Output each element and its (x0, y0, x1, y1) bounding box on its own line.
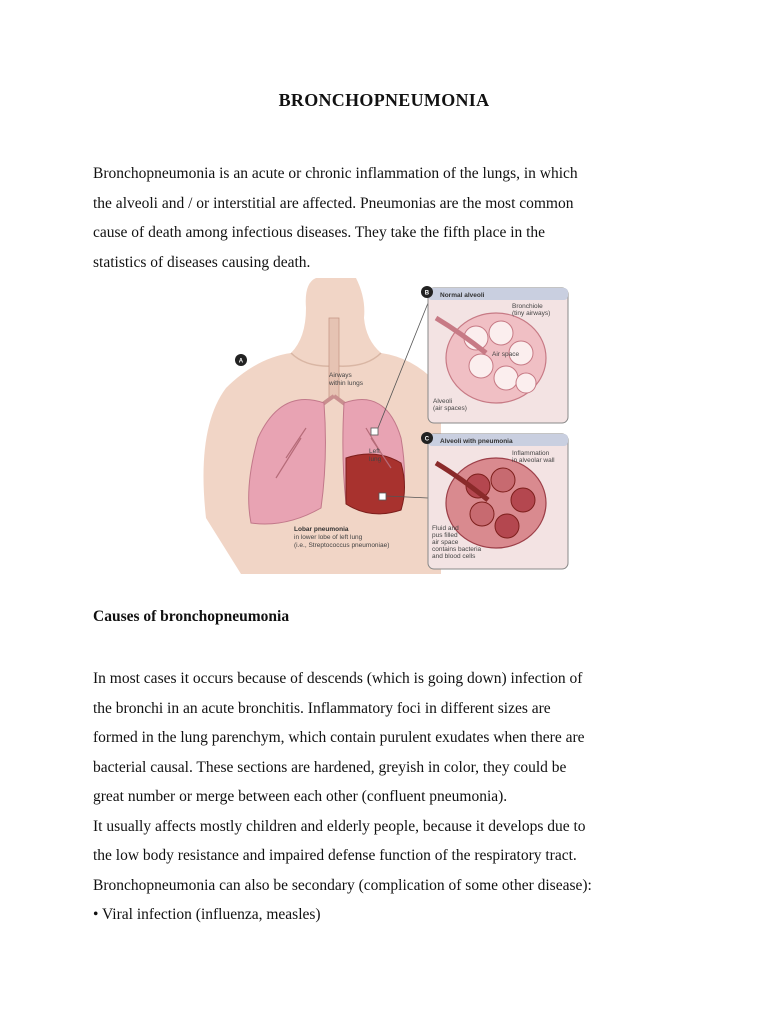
label-alveoli: Alveoli (433, 398, 453, 405)
paragraph-line: bacterial causal. These sections are hardened, greyish in color, they could be (93, 758, 567, 776)
badge-a-text: A (238, 358, 244, 365)
paragraph-line: the low body resistance and impaired defense function of the respiratory tract. (93, 847, 577, 864)
paragraph-line: In most cases it occurs because of descends (which is going down) infection of (93, 670, 583, 687)
badge-c-text: C (424, 436, 430, 443)
panel-c-title: Alveoli with pneumonia (440, 438, 513, 445)
causes-paragraph (93, 664, 693, 930)
paragraph-line: great number or merge between each other (confluent pneumonia). (93, 788, 508, 805)
label-inflammation-2: in alveolar wall (512, 457, 555, 464)
label-bronchiole: Bronchiole (512, 303, 543, 310)
paragraph-line: statistics of diseases causing death. (93, 253, 311, 271)
label-fluid-3: air space (432, 539, 459, 546)
paragraph-line: the bronchi in an acute bronchitis. Inflammatory foci in different sizes are (93, 699, 551, 717)
lung-pneumonia-illustration (196, 278, 576, 574)
paragraph-line: Bronchopneumonia is an acute or chronic inflammation of the lungs, in which (93, 165, 578, 182)
label-fluid-5: and blood cells (432, 553, 476, 560)
paragraph-line: the alveoli and / or interstitial are affected. Pneumonias are the most common (93, 194, 574, 212)
label-lobar-2: in lower lobe of left lung (294, 534, 363, 541)
label-lobar-3: (i.e., Streptococcus pneumoniae) (294, 542, 390, 549)
panel-b-title: Normal alveoli (440, 292, 485, 299)
badge-b-text: B (424, 290, 430, 297)
label-left-lung-2: lung (369, 456, 382, 463)
paragraph-line: cause of death among infectious diseases. They take the fifth place in the (93, 224, 546, 241)
label-fluid-4: contains bacteria (432, 546, 482, 553)
paragraph-line: Bronchopneumonia can also be secondary (complication of some other disease): (93, 876, 592, 894)
label-fluid: Fluid and (432, 525, 459, 532)
label-airways: Airways (329, 372, 352, 379)
label-airways-2: within lungs (329, 380, 363, 387)
label-inflammation: Inflammation (512, 450, 550, 457)
label-alveoli-2: (air spaces) (433, 405, 467, 412)
list-item: • Viral infection (influenza, measles) (93, 906, 321, 923)
paragraph-line: It usually affects mostly children and elderly people, because it develops due to (93, 817, 586, 835)
paragraph-line: formed in the lung parenchym, which contain purulent exudates when there are (93, 729, 585, 746)
label-fluid-2: pus filled (432, 532, 458, 539)
document-title: BRONCHOPNEUMONIA (278, 90, 490, 110)
label-left-lung: Left (369, 448, 380, 455)
label-bronchiole-2: (tiny airways) (512, 310, 551, 317)
intro-paragraph (93, 159, 693, 277)
label-lobar: Lobar pneumonia (294, 526, 349, 533)
causes-heading: Causes of bronchopneumonia (93, 608, 290, 625)
label-air-space: Air space (492, 351, 520, 358)
